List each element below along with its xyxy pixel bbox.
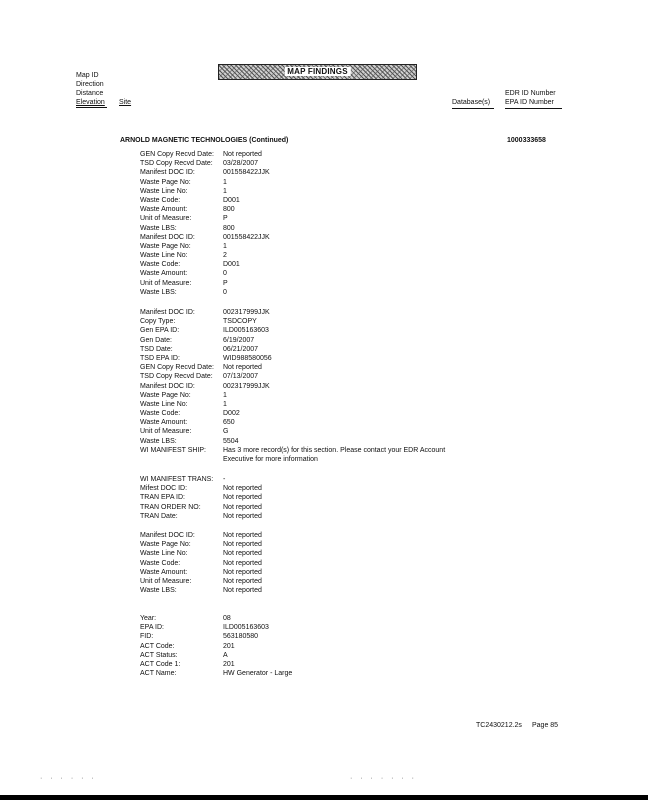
block1-values [223,150,270,297]
field-value: Not reported [223,541,262,549]
field-value: - [223,476,226,483]
field-value: 001558422JJK [223,169,270,177]
field-value: P [223,215,228,223]
field-label: Waste Line No: [140,400,188,408]
field-value: Has 3 more record(s) for this section. Please contact your EDR Account [223,446,446,454]
field-label: Waste Code: [140,196,181,204]
block1-labels [140,150,214,297]
field-label: Waste Line No: [140,550,188,558]
block2-values [223,308,445,464]
field-value-continuation: Executive for more information [223,456,318,463]
scan-noise: · · · · · · · [350,775,417,782]
field-label: TSD Date: [140,345,173,353]
field-label: GEN Copy Recvd Date: [140,364,214,372]
field-value: Not reported [223,532,262,539]
field-label: Manifest DOC ID: [140,382,195,390]
field-value: 5504 [223,437,239,445]
field-value: 1 [223,178,227,186]
field-value: 002317999JJK [223,382,270,390]
field-value: 1 [223,400,227,408]
field-label: TSD Copy Recvd Date: [140,160,213,168]
field-label: Waste LBS: [140,288,177,296]
epa-id-label: EPA ID Number [505,99,554,106]
block4-values [223,531,262,595]
field-label: WI MANIFEST TRANS: [140,476,214,483]
field-value: Not reported [223,587,262,595]
elevation-label: Elevation [76,99,105,106]
field-value: A [223,651,228,659]
field-label: Gen Date: [140,336,172,344]
field-value: 0 [223,270,227,278]
block5-values [223,614,292,678]
block4-labels [140,531,195,595]
page-edge-bar [0,795,648,800]
field-label: Unit of Measure: [140,215,192,223]
field-label: Waste Line No: [140,252,188,260]
field-label: Waste Code: [140,261,181,269]
field-value: 1 [223,187,227,195]
field-label: WI MANIFEST SHIP: [140,446,206,454]
field-label: Waste Page No: [140,541,191,549]
field-label: ACT Name: [140,670,177,678]
field-value: G [223,428,229,436]
field-value: D001 [223,196,240,204]
field-value: 002317999JJK [223,309,270,316]
field-value: TSDCOPY [223,318,257,326]
field-value: Not reported [223,568,262,576]
block5-labels [140,614,180,678]
field-value: Not reported [223,512,262,520]
field-value: 03/28/2007 [223,160,259,168]
block2-labels [140,308,214,455]
field-label: ACT Code 1: [140,660,181,668]
field-label: Waste Amount: [140,419,188,427]
field-value: WID988580056 [223,354,272,362]
map-findings-banner [218,64,417,80]
field-value: 650 [223,419,235,427]
header-rule-2 [452,108,494,109]
block3-labels [140,475,213,521]
field-label: GEN Copy Recvd Date: [140,151,214,158]
field-value: 001558422JJK [223,233,270,241]
report-id: TC2430212.2s [476,722,522,729]
field-label: Unit of Measure: [140,428,192,436]
field-label: Waste Code: [140,559,181,567]
field-label: TRAN Date: [140,512,178,520]
field-label: TSD EPA ID: [140,354,180,362]
field-value: Not reported [223,550,262,558]
field-value: 563180580 [223,633,259,641]
field-value: 6/19/2007 [223,336,255,344]
field-label: Waste Amount: [140,568,188,576]
field-value: D001 [223,261,240,269]
header-column-labels [76,71,105,107]
scan-noise: · · · · · · [40,775,97,782]
field-label: Copy Type: [140,318,176,326]
map-id-label: Map ID [76,72,99,79]
field-label: FID: [140,633,154,641]
field-value: Not reported [223,577,262,585]
field-label: TRAN EPA ID: [140,494,185,502]
field-label: Waste Line No: [140,187,188,195]
field-label: Waste Page No: [140,178,191,186]
field-label: Waste Amount: [140,206,188,214]
field-label: Manifest DOC ID: [140,169,195,177]
field-label: Waste LBS: [140,224,177,232]
block3-values [223,475,262,521]
field-label: Year: [140,615,157,622]
header-rule-3 [505,108,562,109]
field-label: TRAN ORDER NO: [140,503,201,511]
field-value: 2 [223,252,227,260]
field-value: Not reported [223,559,262,567]
banner-title: MAP FINDINGS [284,67,350,76]
header-rule-1 [76,107,107,108]
site-label: Site [119,99,132,106]
field-label: Waste Page No: [140,391,191,399]
field-value: Not reported [223,151,262,158]
field-value: 0 [223,288,227,296]
field-label: TSD Copy Recvd Date: [140,373,213,381]
edr-id-number: 1000333658 [507,137,546,144]
edr-id-label: EDR ID Number [505,90,556,97]
field-value: Not reported [223,494,262,502]
field-label: Waste LBS: [140,437,177,445]
field-value: D002 [223,410,240,418]
direction-label: Direction [76,81,104,88]
page-number: Page 85 [532,722,559,729]
field-label: Waste Code: [140,410,181,418]
field-value: Not reported [223,364,262,372]
databases-label: Database(s) [452,99,491,106]
field-value: ILD005163603 [223,624,269,632]
field-value: HW Generator - Large [223,670,293,678]
field-label: Manifest DOC ID: [140,233,195,241]
field-value: 1 [223,242,227,250]
field-label: Unit of Measure: [140,577,192,585]
field-value: 800 [223,206,235,214]
field-value: 1 [223,391,227,399]
field-value: ILD005163603 [223,327,269,335]
field-value: 800 [223,224,235,232]
field-value: 07/13/2007 [223,373,259,381]
field-value: P [223,279,228,287]
field-value: 201 [223,642,235,650]
field-label: Unit of Measure: [140,279,192,287]
field-label: Waste Page No: [140,242,191,250]
field-label: Manifest DOC ID: [140,532,195,539]
field-value: 06/21/2007 [223,345,259,353]
site-name: ARNOLD MAGNETIC TECHNOLOGIES (Continued) [120,137,289,144]
field-label: EPA ID: [140,624,164,632]
field-label: Manifest DOC ID: [140,309,195,316]
field-value: Not reported [223,503,262,511]
field-label: Mifest DOC ID: [140,485,188,493]
field-label: ACT Status: [140,651,178,659]
field-value: 08 [223,615,231,622]
field-label: Gen EPA ID: [140,327,180,335]
field-label: Waste LBS: [140,587,177,595]
field-value: Not reported [223,485,262,493]
field-label: ACT Code: [140,642,175,650]
field-value: 201 [223,660,235,668]
distance-label: Distance [76,90,104,97]
field-label: Waste Amount: [140,270,188,278]
